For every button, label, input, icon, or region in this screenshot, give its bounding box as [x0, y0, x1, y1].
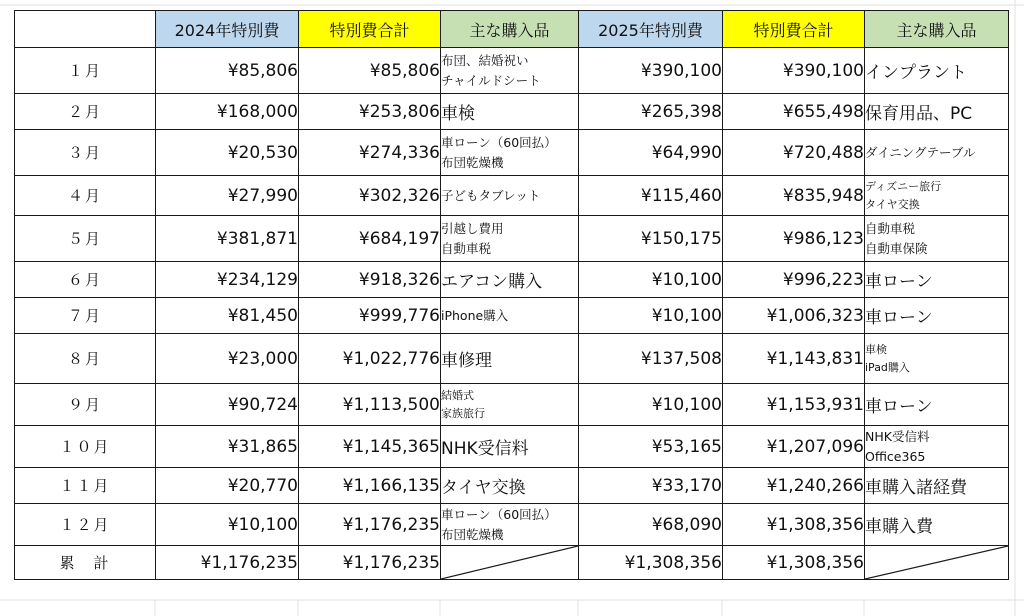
total-items-2024-cell: [441, 546, 579, 580]
total-2025-cell[interactable]: ¥1,207,096: [723, 426, 865, 468]
items-2025-cell[interactable]: [865, 384, 1009, 426]
items-2024-cell[interactable]: [441, 216, 579, 262]
items-2025-cell[interactable]: [865, 216, 1009, 262]
table-row: [15, 426, 1009, 468]
item-text: 車ローン（60回払）: [441, 134, 557, 150]
item-text: 車購入費: [865, 517, 933, 537]
total-2024-cell[interactable]: ¥85,806: [299, 48, 441, 94]
item-text: インプラント: [865, 63, 967, 83]
item-text: 布団、結婚祝い: [441, 52, 529, 68]
item-text: 布団乾燥機: [441, 154, 504, 170]
expense-2024-cell[interactable]: ¥81,450: [156, 298, 299, 334]
items-2024-cell[interactable]: [441, 130, 579, 176]
table-row: [15, 262, 1009, 298]
expense-2025-cell[interactable]: ¥10,100: [579, 298, 723, 334]
header-corner[interactable]: [15, 11, 156, 48]
total-2025-cell[interactable]: ¥1,006,323: [723, 298, 865, 334]
total-2024-cell[interactable]: ¥253,806: [299, 94, 441, 130]
header-row: [15, 11, 1009, 48]
expense-2024-cell[interactable]: ¥90,724: [156, 384, 299, 426]
item-text: 家族旅行: [441, 406, 485, 420]
items-2024-cell[interactable]: [441, 384, 579, 426]
items-2024-cell[interactable]: [441, 94, 579, 130]
items-2025-cell[interactable]: [865, 48, 1009, 94]
item-text: 車検: [441, 104, 475, 124]
table-row: [15, 176, 1009, 216]
item-text: タイヤ交換: [865, 197, 920, 211]
total-label-cell[interactable]: 累 計: [15, 546, 156, 580]
items-2025-cell[interactable]: [865, 130, 1009, 176]
item-text: ダイニングテーブル: [865, 144, 976, 160]
table-row: [15, 130, 1009, 176]
total-2024-cell[interactable]: ¥999,776: [299, 298, 441, 334]
expense-2025-cell[interactable]: ¥137,508: [579, 334, 723, 384]
item-text: タイヤ交換: [441, 478, 526, 498]
total-2024-cell[interactable]: ¥1,022,776: [299, 334, 441, 384]
month-cell[interactable]: １０月: [15, 426, 156, 468]
items-2024-cell[interactable]: [441, 426, 579, 468]
expense-2024-cell[interactable]: ¥10,100: [156, 504, 299, 546]
total-2025-cell[interactable]: ¥835,948: [723, 176, 865, 216]
total-2024-cell[interactable]: ¥918,326: [299, 262, 441, 298]
month-cell[interactable]: ５月: [15, 216, 156, 262]
table-row: [15, 384, 1009, 426]
item-text: 引越し費用: [441, 220, 504, 236]
diagonal-line: [865, 546, 1008, 579]
item-text: 布団乾燥機: [441, 526, 504, 542]
item-text: エアコン購入: [441, 272, 543, 292]
items-2025-cell[interactable]: [865, 262, 1009, 298]
header-2024-total[interactable]: 特別費合計: [299, 11, 441, 48]
items-2024-cell[interactable]: [441, 298, 579, 334]
table-row: [15, 334, 1009, 384]
item-text: 自動車税: [441, 240, 492, 256]
total-2024-cell[interactable]: ¥1,145,365: [299, 426, 441, 468]
total-2024-cell[interactable]: ¥1,166,135: [299, 468, 441, 504]
total-2025-cell[interactable]: ¥1,143,831: [723, 334, 865, 384]
items-2025-cell[interactable]: [865, 504, 1009, 546]
month-cell[interactable]: １２月: [15, 504, 156, 546]
total-2025-cell[interactable]: ¥986,123: [723, 216, 865, 262]
total-2025-cell[interactable]: ¥655,498: [723, 94, 865, 130]
expense-2024-cell[interactable]: ¥27,990: [156, 176, 299, 216]
item-text: ディズニー旅行: [865, 179, 942, 193]
items-2025-cell[interactable]: [865, 298, 1009, 334]
items-2025-cell[interactable]: [865, 426, 1009, 468]
item-text: 子どもタブレット: [441, 187, 541, 203]
item-text: 車ローン: [865, 272, 933, 292]
table-row: [15, 216, 1009, 262]
expense-2025-cell[interactable]: ¥10,100: [579, 384, 723, 426]
items-2025-cell[interactable]: [865, 176, 1009, 216]
table-row: [15, 298, 1009, 334]
total-row: [15, 546, 1009, 580]
total-2025-cell[interactable]: ¥1,308,356: [723, 504, 865, 546]
total-sum-2024-cell[interactable]: ¥1,176,235: [299, 546, 441, 580]
total-2025-cell[interactable]: ¥996,223: [723, 262, 865, 298]
expense-2025-cell[interactable]: ¥115,460: [579, 176, 723, 216]
item-text: 保育用品、PC: [865, 104, 973, 124]
header-2024-expense[interactable]: 2024年特別費: [156, 11, 299, 48]
expense-table: [14, 10, 1009, 580]
total-expense-2025-cell[interactable]: ¥1,308,356: [579, 546, 723, 580]
month-cell[interactable]: １月: [15, 48, 156, 94]
total-items-2025-cell: [865, 546, 1009, 580]
table-row: [15, 48, 1009, 94]
total-2025-cell[interactable]: ¥720,488: [723, 130, 865, 176]
total-expense-2024-cell[interactable]: ¥1,176,235: [156, 546, 299, 580]
month-cell[interactable]: ４月: [15, 176, 156, 216]
item-text: iPhone購入: [441, 307, 509, 323]
expense-2024-cell[interactable]: ¥381,871: [156, 216, 299, 262]
items-2024-cell[interactable]: [441, 48, 579, 94]
items-2025-cell[interactable]: [865, 468, 1009, 504]
expense-2025-cell[interactable]: ¥265,398: [579, 94, 723, 130]
expense-2024-cell[interactable]: ¥168,000: [156, 94, 299, 130]
total-2024-cell[interactable]: ¥684,197: [299, 216, 441, 262]
total-2024-cell[interactable]: ¥274,336: [299, 130, 441, 176]
expense-2025-cell[interactable]: ¥10,100: [579, 262, 723, 298]
month-cell[interactable]: ６月: [15, 262, 156, 298]
month-cell[interactable]: ３月: [15, 130, 156, 176]
items-2025-cell[interactable]: [865, 334, 1009, 384]
items-2024-cell[interactable]: [441, 176, 579, 216]
items-2024-cell[interactable]: [441, 504, 579, 546]
expense-2025-cell[interactable]: ¥68,090: [579, 504, 723, 546]
table-row: [15, 468, 1009, 504]
month-cell[interactable]: ７月: [15, 298, 156, 334]
item-text: 車購入諸経費: [865, 478, 967, 498]
expense-2024-cell[interactable]: ¥20,770: [156, 468, 299, 504]
expense-2024-cell[interactable]: ¥20,530: [156, 130, 299, 176]
table-row: [15, 504, 1009, 546]
expense-2025-cell[interactable]: ¥64,990: [579, 130, 723, 176]
total-2024-cell[interactable]: ¥1,176,235: [299, 504, 441, 546]
items-2024-cell[interactable]: [441, 334, 579, 384]
item-text: チャイルドシート: [441, 72, 541, 88]
total-sum-2025-cell[interactable]: ¥1,308,356: [723, 546, 865, 580]
expense-2024-cell[interactable]: ¥234,129: [156, 262, 299, 298]
item-text: 結婚式: [441, 388, 474, 402]
item-text: iPad購入: [865, 360, 910, 374]
expense-2025-cell[interactable]: ¥53,165: [579, 426, 723, 468]
header-2025-expense[interactable]: 2025年特別費: [579, 11, 723, 48]
item-text: Office365: [865, 448, 926, 464]
header-2024-items[interactable]: 主な購入品: [441, 11, 579, 48]
item-text: 車検: [865, 342, 887, 356]
item-text: 車ローン（60回払）: [441, 506, 557, 522]
diagonal-line: [441, 546, 578, 579]
header-2025-items[interactable]: 主な購入品: [865, 11, 1009, 48]
item-text: 車修理: [441, 351, 492, 371]
total-2025-cell[interactable]: ¥1,240,266: [723, 468, 865, 504]
total-2025-cell[interactable]: ¥390,100: [723, 48, 865, 94]
expense-2024-cell[interactable]: ¥85,806: [156, 48, 299, 94]
expense-2024-cell[interactable]: ¥31,865: [156, 426, 299, 468]
items-2024-cell[interactable]: [441, 262, 579, 298]
month-cell[interactable]: ２月: [15, 94, 156, 130]
total-2024-cell[interactable]: ¥302,326: [299, 176, 441, 216]
item-text: NHK受信料: [441, 439, 529, 459]
table-row: [15, 94, 1009, 130]
expense-2025-cell[interactable]: ¥150,175: [579, 216, 723, 262]
total-2024-cell[interactable]: ¥1,113,500: [299, 384, 441, 426]
total-2025-cell[interactable]: ¥1,153,931: [723, 384, 865, 426]
item-text: 自動車保険: [865, 240, 928, 256]
items-2025-cell[interactable]: [865, 94, 1009, 130]
item-text: 自動車税: [865, 220, 916, 236]
item-text: 車ローン: [865, 397, 933, 417]
header-2025-total[interactable]: 特別費合計: [723, 11, 865, 48]
month-cell[interactable]: ８月: [15, 334, 156, 384]
item-text: 車ローン: [865, 308, 933, 328]
expense-2025-cell[interactable]: ¥390,100: [579, 48, 723, 94]
expense-2024-cell[interactable]: ¥23,000: [156, 334, 299, 384]
month-cell[interactable]: ９月: [15, 384, 156, 426]
items-2024-cell[interactable]: [441, 468, 579, 504]
month-cell[interactable]: １１月: [15, 468, 156, 504]
item-text: NHK受信料: [865, 428, 930, 444]
expense-2025-cell[interactable]: ¥33,170: [579, 468, 723, 504]
